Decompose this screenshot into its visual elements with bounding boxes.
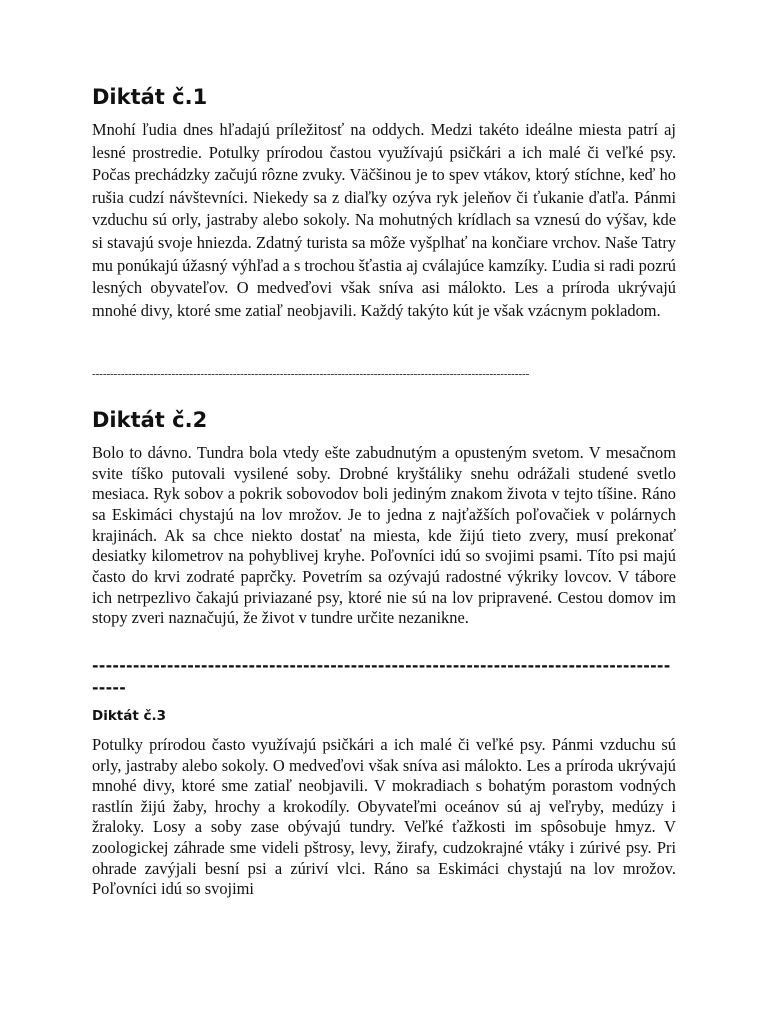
section-text-3: Potulky prírodou často využívajú psičkári a ich malé či veľké psy. Pánmi vzduchu sú orly, jastraby alebo sokoly. O medveďovi však sníva asi málokto. Les a príroda ukrývajú mnohé divy, ktoré sme zatiaľ neobjavili. V mokradiach s bohatým porastom vodných rastlín žijú žaby, hrochy a krokodíly. Obyvateľmi oceánov sú aj veľryby, medúzy i žraloky. Losy a soby zase obývajú tundry. Veľké ťažkosti im spôsobuje hmyz. V zoologickej záhrade sme videli pštrosy, levy, žirafy, cudzokrajné vtáky i zúrivé psy. Pri ohrade zavýjali besní psi a zúriví vlci. Ráno sa Eskimáci chystajú na lov mrožov. Poľovníci idú so svojimi xyxy=(92,735,676,899)
section-separator-2: ------------------------------------------------------------------------------------------ xyxy=(92,656,671,697)
section-title-3: Diktát č.3 xyxy=(92,708,167,724)
section-separator-1: ------------------------------------------------------------------------------------------------------------------------- xyxy=(92,368,530,380)
section-title-1: Diktát č.1 xyxy=(92,85,208,109)
section-text-2: Bolo to dávno. Tundra bola vtedy ešte zabudnutým a opusteným svetom. V mesačnom svite tíško putovali vysilené soby. Drobné kryštáliky snehu odrážali studené svetlo mesiaca. Ryk sobov a pokrik sobovodov boli jediným znakom života v tejto tíšine. Ráno sa Eskimáci chystajú na lov mrožov. Je to jedna z najťažších poľovačiek v polárnych krajinách. Ak sa chce niekto dostať na miesta, kde žijú tieto zvery, musí prekonať desiatky kilometrov na pohyblivej kryhe. Poľovníci idú so svojimi psami. Títo psi majú často do krvi zodraté paprčky. Povetrím sa ozývajú radostné výkriky lovcov. V tábore ich netrpezlivo čakajú priviazané psy, ktoré nie sú na lov pripravené. Cestou domov im stopy zveri naznačujú, že život v tundre určite nezanikne. xyxy=(92,443,676,628)
section-text-1: Mnohí ľudia dnes hľadajú príležitosť na oddych. Medzi takéto ideálne miesta patrí aj lesné prostredie. Potulky prírodou častou využívajú psičkári a ich malé či veľké psy. Počas prechádzky začujú rôzne zvuky. Väčšinou je to spev vtákov, ktorý stíchne, keď ho rušia cudzí návštevníci. Niekedy sa z diaľky ozýva ryk jeleňov či ťukanie ďatľa. Pánmi vzduchu sú orly, jastraby alebo sokoly. Na mohutných krídlach sa vznesú do výšav, kde si stavajú svoje hniezda. Zdatný turista sa môže vyšplhať na končiare vrchov. Naše Tatry mu ponúkajú úžasný výhľad a s trochou šťastia aj cválajúce kamzíky. Ľudia si radi pozrú lesných obyvateľov. O medveďovi však sníva asi málokto. Les a príroda ukrývajú mnohé divy, ktoré sme zatiaľ neobjavili. Každý takýto kút je však vzácnym pokladom. xyxy=(92,120,676,320)
section-title-2: Diktát č.2 xyxy=(92,408,208,432)
